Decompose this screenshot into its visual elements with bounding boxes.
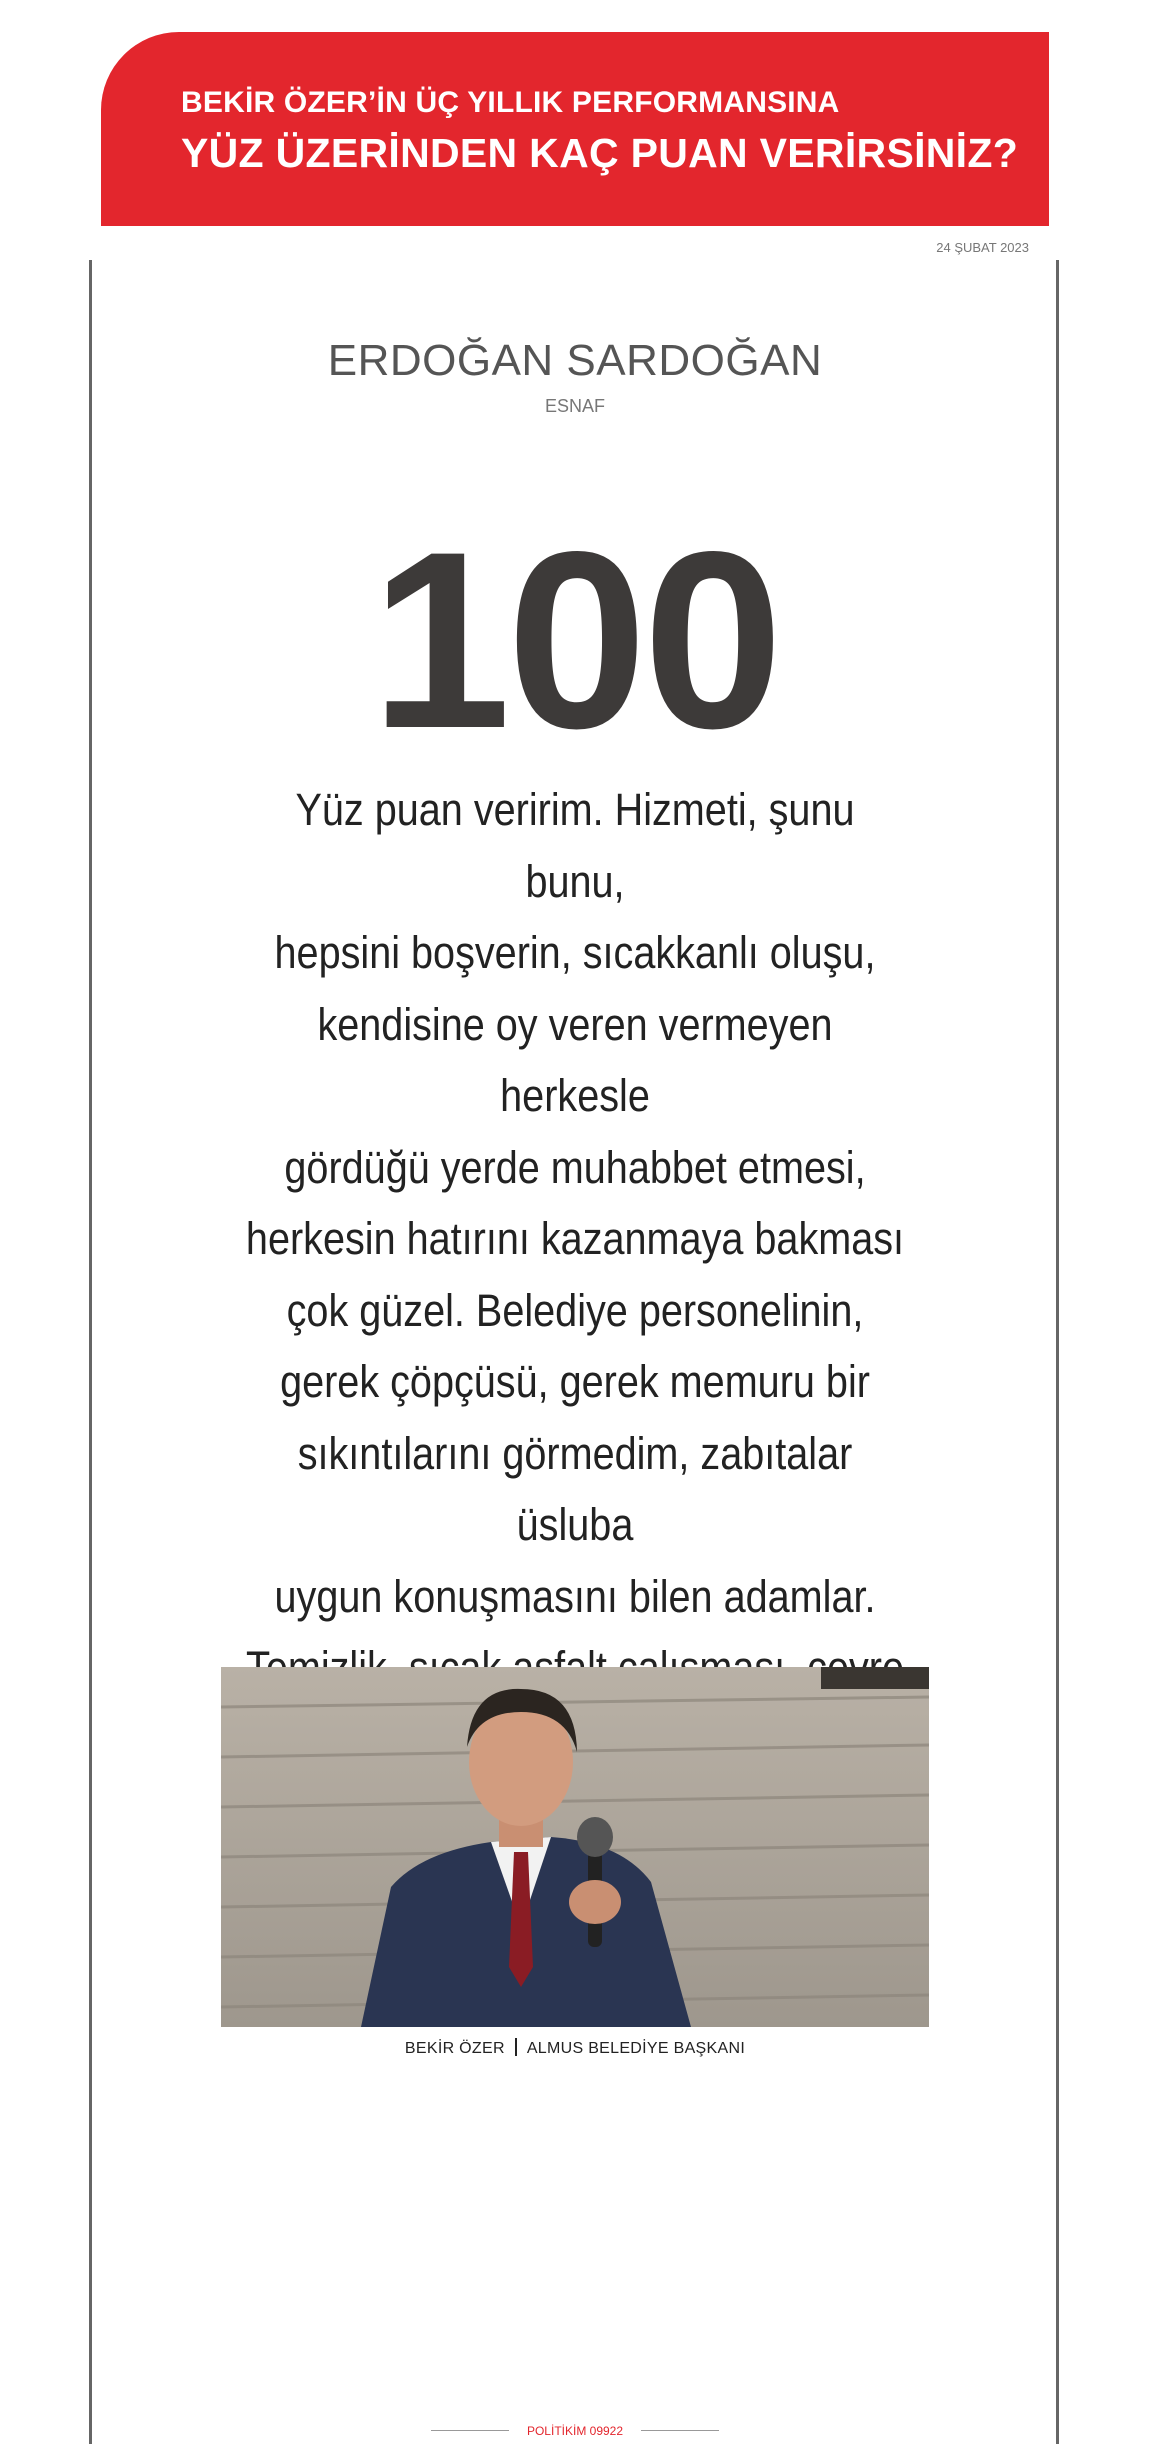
caption-separator bbox=[515, 2038, 517, 2056]
headline-line-2: YÜZ ÜZERİNDEN KAÇ PUAN VERİRSİNİZ? bbox=[181, 130, 1019, 176]
page-footer bbox=[0, 2422, 1150, 2440]
respondent-role: ESNAF bbox=[544, 396, 605, 416]
quote-line: çok güzel. Belediye personelinin, bbox=[286, 1284, 864, 1336]
mayor-photo bbox=[221, 1667, 929, 2027]
footer-rule-right bbox=[641, 2430, 719, 2431]
quote-line: gerek çöpçüsü, gerek memuru bir bbox=[280, 1356, 870, 1407]
quote-line: Yüz puan veririm. Hizmeti, şunu bunu, bbox=[295, 784, 855, 907]
footer-label: POLİTİKİM 09922 bbox=[526, 2423, 624, 2438]
footer-rule-left bbox=[431, 2430, 509, 2431]
caption-name: BEKİR ÖZER bbox=[404, 2040, 505, 2057]
quote-line: sıkıntılarını görmedim, zabıtalar üsluba bbox=[297, 1427, 853, 1550]
quote-line: kendisine oy veren vermeyen herkesle bbox=[317, 998, 833, 1121]
headline-line-1: BEKİR ÖZER’İN ÜÇ YILLIK PERFORMANSINA bbox=[181, 86, 840, 119]
quote-line: gördüğü yerde muhabbet etmesi, bbox=[284, 1141, 866, 1193]
respondent-name: ERDOĞAN SARDOĞAN bbox=[327, 336, 823, 385]
headline-banner bbox=[101, 32, 1049, 226]
quote-line: uygun konuşmasını bilen adamlar. bbox=[274, 1570, 876, 1622]
score-value: 100 bbox=[370, 500, 780, 781]
caption-title: ALMUS BELEDİYE BAŞKANI bbox=[526, 2040, 746, 2057]
quote-line: hepsini boşverin, sıcakkanlı oluşu, bbox=[274, 927, 876, 978]
quote-line: herkesin hatırını kazanmaya bakması bbox=[245, 1213, 905, 1264]
photo-caption bbox=[0, 2038, 1150, 2058]
publish-date: 24 ŞUBAT 2023 bbox=[936, 240, 1029, 255]
